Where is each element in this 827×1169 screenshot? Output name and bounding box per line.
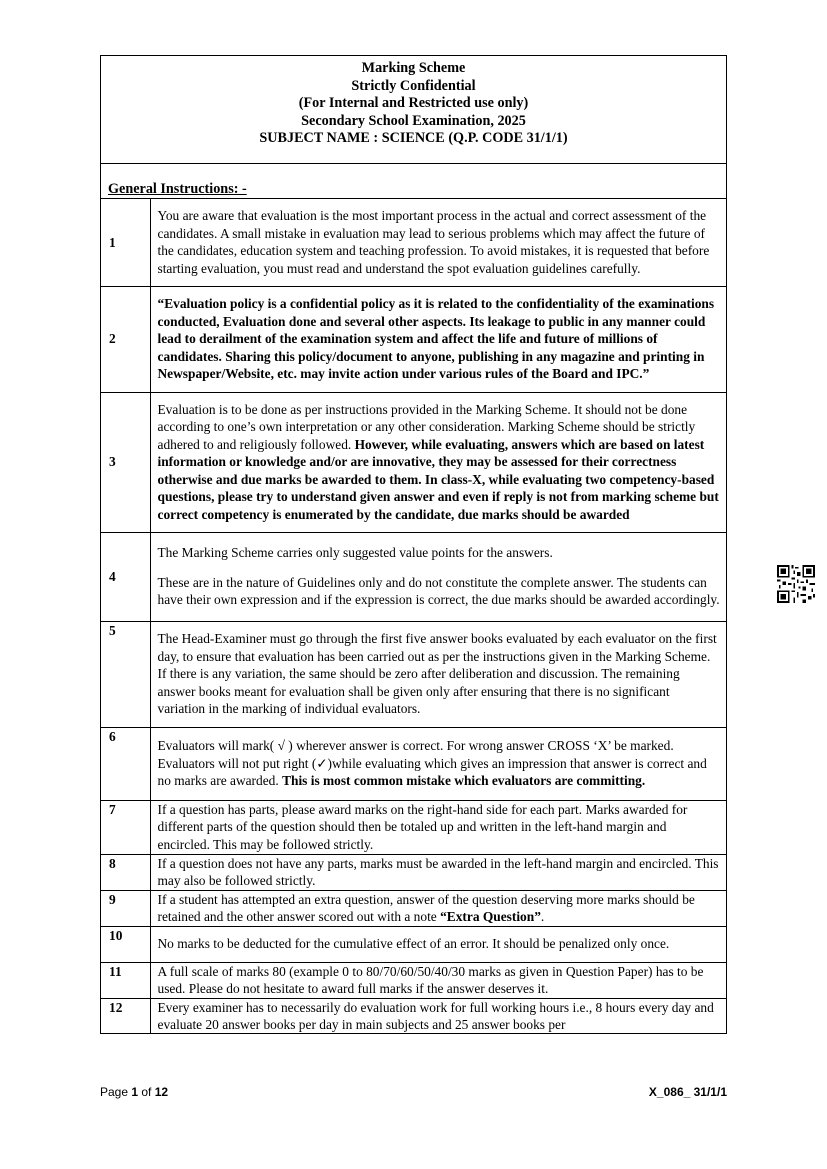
instruction-text-plain: Evaluators will mark( √ ) wherever answer is correct. For wrong answer CROSS ‘X’ be marked. Evaluators will not put right (✓)while evaluating which gives an impression that answer is correct and no marks are awarded. xyxy=(157,738,707,789)
instruction-number: 9 xyxy=(101,890,150,926)
instruction-row-4 xyxy=(101,532,726,621)
instruction-text-b: These are in the nature of Guidelines only and do not constitute the complete answer. The students can have their own expression and if the expression is correct, the due marks should be awarded accordingly. xyxy=(157,574,720,608)
instruction-text-end: . xyxy=(540,909,545,924)
instruction-row-2 xyxy=(101,286,726,392)
instruction-text-plain: Evaluation is to be done as per instructions provided in the Marking Scheme. It should not be done according to one’s own interpretation or any other consideration. Marking Scheme should be strictly adhered to and religiously followed. xyxy=(157,402,696,452)
header-restricted: (For Internal and Restricted use only) xyxy=(298,95,529,112)
instruction-row-6 xyxy=(101,727,726,800)
instruction-number: 5 xyxy=(101,621,150,727)
header-confidential: Strictly Confidential xyxy=(351,77,476,94)
instruction-text: A full scale of marks 80 (example 0 to 80/70/60/50/40/30 marks as given in Question Paper) has to be used. Please do not hesitate to award full marks if the answer deserves it. xyxy=(150,962,726,998)
instruction-text xyxy=(150,727,726,800)
instruction-text: The Head-Examiner must go through the first five answer books evaluated by each evaluator on the first day, to ensure that evaluation has been carried out as per the instructions given in the Marking Scheme. If there is any variation, the same should be zero after deliberation and discussion. The remaining answer books meant for evaluation shall be given only after ensuring that there is no significant variation in the marking of individual evaluators. xyxy=(150,621,726,727)
instruction-text: You are aware that evaluation is the most important process in the actual and correct assessment of the candidates. A small mistake in evaluation may lead to serious problems which may affect the future of the candidates, education system and teaching profession. To avoid mistakes, it is requested that before starting evaluation, you must read and understand the spot evaluation guidelines carefully. xyxy=(157,208,710,276)
general-instructions-heading xyxy=(101,164,726,199)
instruction-number: 4 xyxy=(101,532,150,621)
instruction-text-plain: If a student has attempted an extra question, answer of the question deserving more marks should be retained and the other answer scored out with a note xyxy=(157,891,695,924)
header-subject: SUBJECT NAME : SCIENCE (Q.P. CODE 31/1/1) xyxy=(259,130,568,147)
page-current: 1 xyxy=(131,1085,139,1099)
instruction-text-a: The Marking Scheme carries only suggested value points for the answers. xyxy=(157,545,553,561)
instruction-text: If a question does not have any parts, marks must be awarded in the left-hand margin and encircled. This may also be followed strictly. xyxy=(150,854,726,890)
document-header xyxy=(101,56,726,164)
document-code: X_086_ 31/1/1 xyxy=(648,1085,727,1099)
instruction-row-8 xyxy=(101,854,726,890)
instruction-text: “Evaluation policy is a confidential policy as it is related to the confidentiality of the examinations conducted, Evaluation done and several other aspects. Its leakage to public in any manner could lead to derailment of the examination system and affect the life and future of millions of candidates. Sharing this policy/document to anyone, publishing in any magazine and printing in Newspaper/Website, etc. may invite action under various rules of the Board and IPC.” xyxy=(150,286,726,392)
header-exam: Secondary School Examination, 2025 xyxy=(301,112,526,129)
qr-code-icon xyxy=(777,565,815,603)
instruction-text-bold: “Extra Question” xyxy=(440,909,541,924)
instruction-row-7 xyxy=(101,800,726,854)
instruction-number: 7 xyxy=(101,800,150,854)
page-total: 12 xyxy=(154,1085,169,1099)
instruction-number: 11 xyxy=(101,962,150,998)
instruction-number: 1 xyxy=(101,199,150,286)
instruction-text: Every examiner has to necessarily do evaluation work for full working hours i.e., 8 hours every day and evaluate 20 answer books per day in main subjects and 25 answer books per xyxy=(150,998,726,1033)
instruction-row-11 xyxy=(101,962,726,998)
page-of: of xyxy=(138,1085,155,1099)
instruction-text: If a question has parts, please award marks on the right-hand side for each part. Marks awarded for different parts of the question should then be totaled up and written in the left-hand margin and encircled. This may be followed strictly. xyxy=(150,800,726,854)
instruction-row-5 xyxy=(101,621,726,727)
instruction-text: No marks to be deducted for the cumulative effect of an error. It should be penalized only once. xyxy=(150,926,726,962)
instruction-row-10 xyxy=(101,926,726,962)
instruction-row-12 xyxy=(101,998,726,1033)
instruction-text-bold: This is most common mistake which evaluators are committing. xyxy=(282,773,646,789)
instruction-number: 6 xyxy=(101,727,150,800)
page-number xyxy=(100,1085,168,1099)
instruction-row-9 xyxy=(101,890,726,926)
instruction-text xyxy=(150,532,726,621)
page-prefix: Page xyxy=(100,1085,132,1099)
instruction-number: 12 xyxy=(101,998,150,1033)
header-title: Marking Scheme xyxy=(361,60,466,76)
instruction-number: 10 xyxy=(101,926,150,962)
instruction-text xyxy=(150,890,726,926)
instructions-table xyxy=(101,199,726,1033)
instruction-row-3 xyxy=(101,392,726,532)
marking-scheme-frame xyxy=(100,55,727,1034)
instruction-text xyxy=(150,392,726,532)
general-instructions-label: General Instructions: - xyxy=(108,181,247,197)
instruction-number: 8 xyxy=(101,854,150,890)
instruction-text-bold: However, while evaluating, answers which are based on latest information or knowledge and/or are innovative, they may be assessed for their correctness otherwise and due marks be awarded to them. In class-X, while evaluating two competency-based questions, please try to understand given answer and even if reply is not from marking scheme but correct competency is enumerated by the candidate, due marks should be awarded xyxy=(157,436,719,522)
instruction-number: 3 xyxy=(101,392,150,532)
instruction-row-1 xyxy=(101,199,726,286)
instruction-number: 2 xyxy=(101,286,150,392)
